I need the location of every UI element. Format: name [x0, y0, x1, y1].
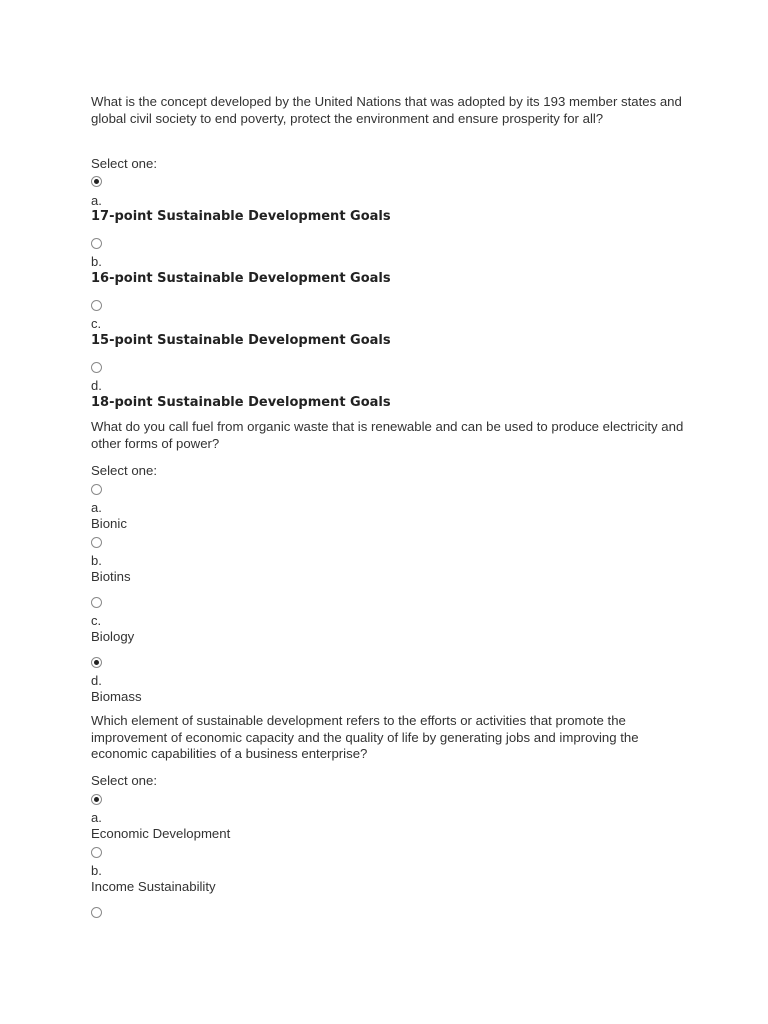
question-2-option-c-letter: c. — [91, 613, 102, 628]
question-3-option-a-letter: a. — [91, 810, 102, 825]
question-1-option-d-radio[interactable] — [91, 362, 102, 373]
question-3-option-b-letter: b. — [91, 863, 102, 878]
question-3-text: Which element of sustainable development refers to the efforts or activities that promote the improvement of economic capacity and the quality of life by generating jobs and improving the economic capabilities of a business enterprise? — [91, 713, 639, 761]
question-2-text: What do you call fuel from organic waste that is renewable and can be used to produce electricity and other forms of power? — [91, 419, 684, 451]
question-2-option-d-letter: d. — [91, 673, 102, 688]
question-3-option-c-radio[interactable] — [91, 907, 102, 918]
question-2-option-a-label[interactable]: Bionic — [91, 516, 127, 531]
question-1-option-d-letter: d. — [91, 378, 102, 393]
question-1-option-b-label[interactable]: 16-point Sustainable Development Goals — [91, 271, 391, 286]
question-1-option-a-letter: a. — [91, 193, 102, 208]
question-3-option-a-label[interactable]: Economic Development — [91, 826, 231, 841]
question-2-option-b-letter: b. — [91, 553, 102, 568]
question-1-option-c-letter: c. — [91, 316, 102, 331]
question-1-option-b-radio[interactable] — [91, 238, 102, 249]
question-1-option-c-radio[interactable] — [91, 300, 102, 311]
question-1-option-c-label[interactable]: 15-point Sustainable Development Goals — [91, 333, 391, 348]
question-1-text: What is the concept developed by the United Nations that was adopted by its 193 member states and global civil society to end poverty, protect the environment and ensure prosperity for all? — [91, 94, 682, 126]
question-2-select-label: Select one: — [91, 463, 157, 478]
question-2-option-a-radio[interactable] — [91, 484, 102, 495]
question-3-option-b-label[interactable]: Income Sustainability — [91, 879, 216, 894]
question-2-option-a-letter: a. — [91, 500, 102, 515]
question-1-select-label: Select one: — [91, 156, 157, 171]
question-3-option-a-radio[interactable] — [91, 794, 102, 805]
question-2-option-b-label[interactable]: Biotins — [91, 569, 131, 584]
question-2-option-c-label[interactable]: Biology — [91, 629, 135, 644]
question-3-option-b-radio[interactable] — [91, 847, 102, 858]
question-2-option-c-radio[interactable] — [91, 597, 102, 608]
question-2-option-b-radio[interactable] — [91, 537, 102, 548]
question-1-option-b-letter: b. — [91, 254, 102, 269]
question-2-option-d-radio[interactable] — [91, 657, 102, 668]
question-1-option-d-label[interactable]: 18-point Sustainable Development Goals — [91, 395, 391, 410]
question-3-select-label: Select one: — [91, 773, 157, 788]
question-2-option-d-label[interactable]: Biomass — [91, 689, 142, 704]
question-1-option-a-label[interactable]: 17-point Sustainable Development Goals — [91, 209, 391, 224]
question-1-option-a-radio[interactable] — [91, 176, 102, 187]
